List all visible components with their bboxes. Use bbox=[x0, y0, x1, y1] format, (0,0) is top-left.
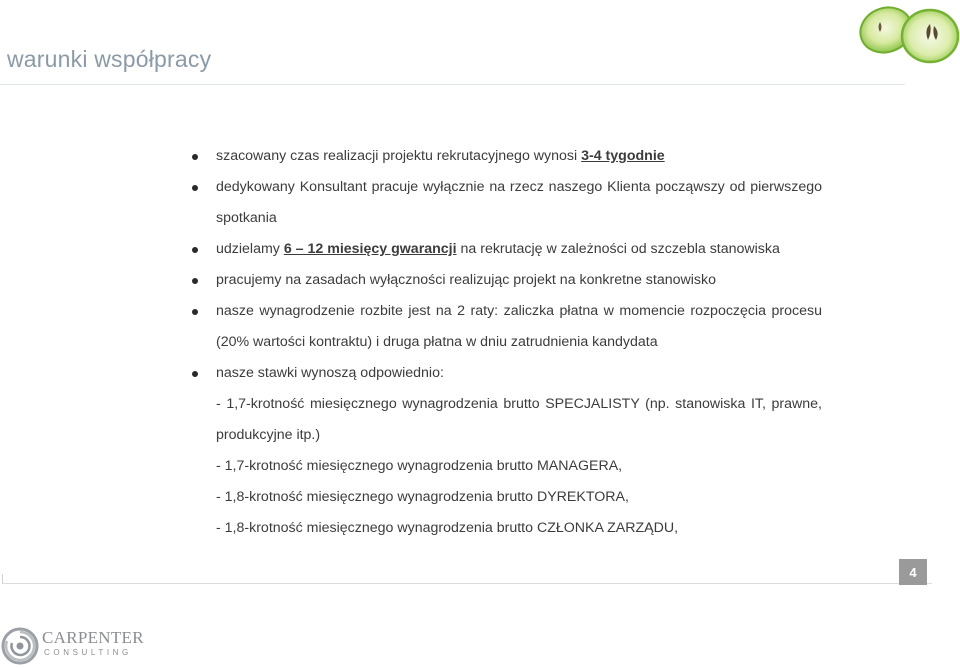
rate-line: - 1,7-krotność miesięcznego wynagrodzenia brutto SPECJALISTY (np. stanowiska IT, prawne, produkcyjne itp.) bbox=[216, 396, 822, 443]
list-item bbox=[192, 358, 822, 544]
list-item-text: pracujemy na zasadach wyłączności realizując projekt na konkretne stanowisko bbox=[216, 272, 716, 288]
list-item bbox=[192, 265, 822, 296]
highlight-duration: 3-4 tygodnie bbox=[581, 148, 665, 164]
list-item bbox=[192, 234, 822, 265]
logo-name: CARPENTER bbox=[42, 628, 144, 647]
list-item-text: udzielamy 6 – 12 miesięcy gwarancji na rekrutację w zależności od szczebla stanowiska bbox=[216, 241, 780, 257]
bullet-icon bbox=[192, 185, 198, 191]
slide-title: warunki współpracy bbox=[7, 46, 212, 72]
green-apple-icon bbox=[856, 0, 960, 68]
footer-divider bbox=[2, 583, 932, 584]
bullet-icon bbox=[192, 309, 198, 315]
highlight-guarantee: 6 – 12 miesięcy gwarancji bbox=[283, 241, 457, 257]
rate-line: - 1,8-krotność miesięcznego wynagrodzenia brutto CZŁONKA ZARZĄDU, bbox=[216, 520, 679, 536]
list-item-text: nasze wynagrodzenie rozbite jest na 2 raty: zaliczka płatna w momencie rozpoczęcia procesu (20% wartości kontraktu) i druga płatna w dniu zatrudnienia kandydata bbox=[216, 303, 822, 350]
bullet-icon bbox=[192, 247, 198, 253]
list-item-text: szacowany czas realizacji projektu rekrutacyjnego wynosi 3-4 tygodnie bbox=[216, 148, 665, 164]
list-item-text: dedykowany Konsultant pracuje wyłącznie na rzecz naszego Klienta począwszy od pierwszego spotkania bbox=[216, 179, 822, 226]
list-item bbox=[192, 172, 822, 234]
bullet-icon bbox=[192, 371, 198, 377]
logo-subtitle: CONSULTING bbox=[44, 648, 132, 657]
header-divider bbox=[0, 84, 905, 85]
list-item-text: nasze stawki wynoszą odpowiednio: bbox=[216, 365, 444, 381]
conditions-list bbox=[192, 141, 822, 544]
bullet-icon bbox=[192, 278, 198, 284]
rate-line: - 1,8-krotność miesięcznego wynagrodzenia brutto DYREKTORA, bbox=[216, 489, 629, 505]
bullet-icon bbox=[192, 154, 198, 160]
list-item bbox=[192, 141, 822, 172]
list-item bbox=[192, 296, 822, 358]
page-number-badge: 4 bbox=[899, 559, 927, 585]
rate-line: - 1,7-krotność miesięcznego wynagrodzenia brutto MANAGERA, bbox=[216, 458, 623, 474]
